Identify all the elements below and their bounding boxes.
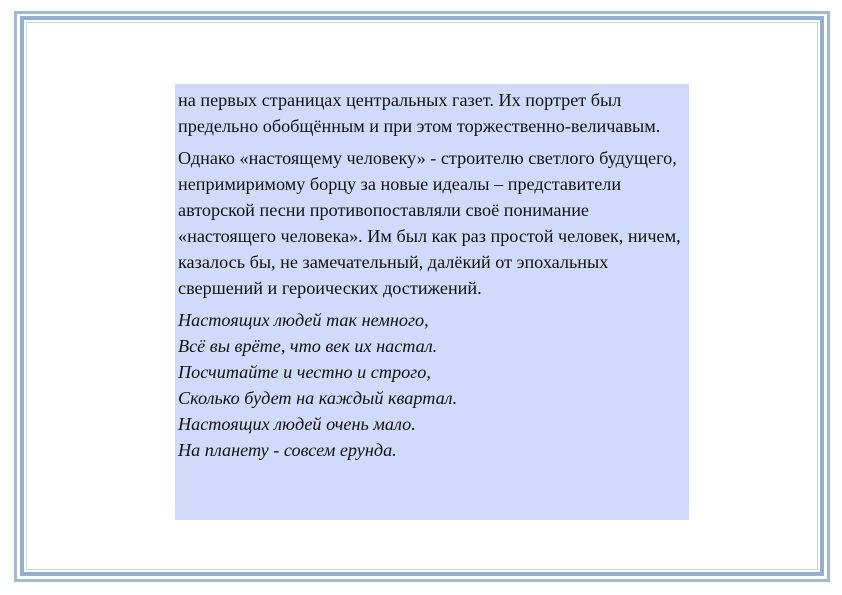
poem-line: Сколько будет на каждый квартал. — [178, 388, 458, 408]
poem-line: Всё вы врёте, что век их настал. — [178, 336, 438, 356]
poem-line: На планету - совсем ерунда. — [178, 440, 397, 460]
poem-line: Посчитайте и честно и строго, — [178, 362, 431, 382]
text-block — [175, 84, 689, 520]
poem-line: Настоящих людей так немного, — [178, 310, 429, 330]
paragraph-intro: на первых страницах центральных газет. Их портрет был предельно обобщённым и при этом торжественно-величавым. — [178, 90, 661, 136]
paragraph-main: Однако «настоящему человеку» - строителю светлого будущего, непримиримому борцу за новые идеалы – представители авторской песни противопоставляли своё понимание «настоящего человека». Им был как раз простой человек, ничем, казалось бы, не замечательный, далёкий от эпохальных свершений и героических достижений. — [178, 148, 681, 298]
poem-line: Настоящих людей очень мало. — [178, 414, 416, 434]
poem-quote — [178, 307, 685, 463]
